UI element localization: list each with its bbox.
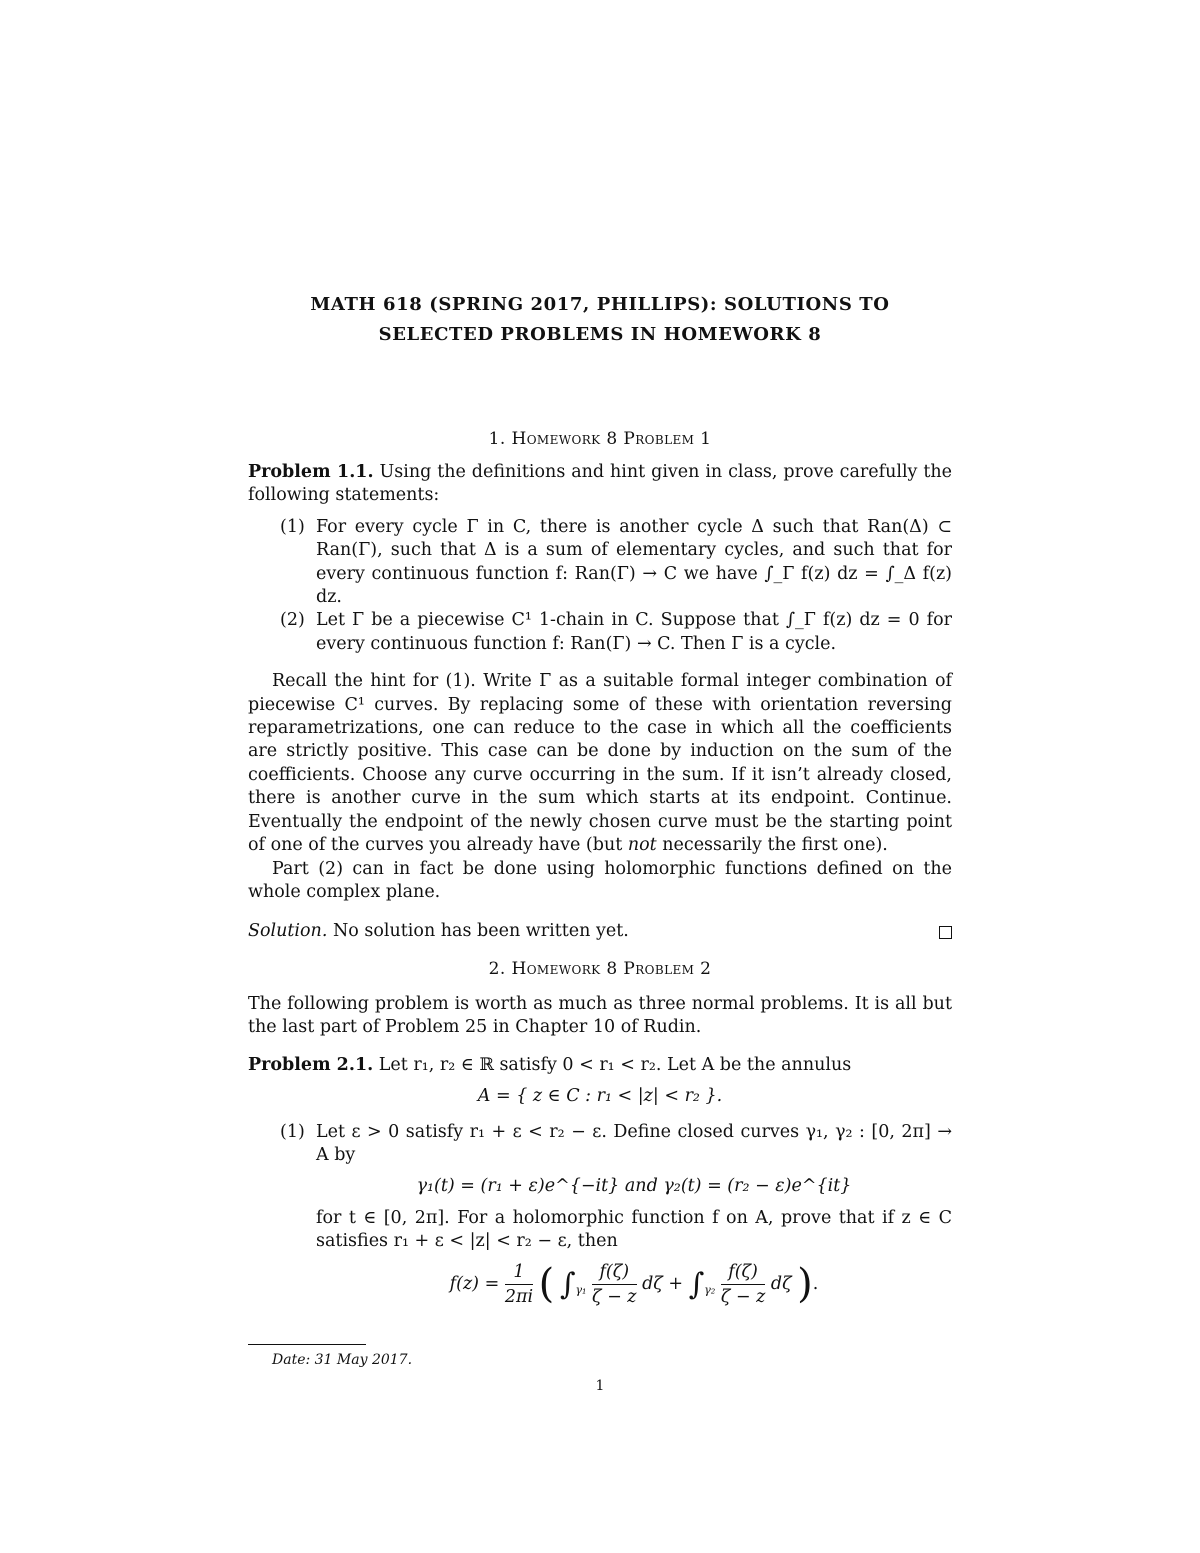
problem-label: Problem 1.1. bbox=[248, 462, 374, 482]
qed-square-icon bbox=[939, 926, 952, 939]
page-number: 1 bbox=[595, 1378, 605, 1394]
section-2-heading: 2. Homework 8 Problem 2 bbox=[488, 959, 712, 979]
solution-text: No solution has been written yet. bbox=[332, 921, 629, 942]
hint-part-2: Part (2) can in fact be done using holomorphic functions defined on the whole complex plane. bbox=[248, 858, 952, 902]
integrand-denominator: ζ − z bbox=[720, 1286, 766, 1307]
section-1-body bbox=[248, 461, 952, 944]
annulus-display: A = { z ∈ C : r₁ < |z| < r₂ }. bbox=[477, 1086, 723, 1107]
formula-lhs: f(z) = bbox=[449, 1273, 500, 1294]
integrand-2 bbox=[721, 1260, 766, 1309]
item-number: (1) bbox=[280, 1121, 305, 1142]
integral-subscript-1: γ₁ bbox=[575, 1283, 587, 1297]
section-2-intro: The following problem is worth as much as three normal problems. It is all but the last part of Problem 25 in Chapter 10 of Rudin. bbox=[248, 994, 952, 1038]
section-2-body bbox=[248, 993, 952, 1309]
item-text: For every cycle Γ in C, there is another cycle Δ such that Ran(Δ) ⊂ Ran(Γ), such that Δ is a sum of elementary cycles, and such that for every continuous function f: Ran(Γ) → C we have ∫_Γ f(z) dz = ∫_Δ f(z) dz. bbox=[316, 516, 952, 608]
footnote-date: Date: 31 May 2017. bbox=[272, 1352, 413, 1368]
item-number: (2) bbox=[280, 610, 305, 631]
right-paren-icon: ) bbox=[797, 1260, 813, 1307]
formula-prefactor bbox=[505, 1260, 533, 1309]
integral-subscript-2: γ₂ bbox=[704, 1283, 716, 1297]
footnote-rule bbox=[248, 1344, 366, 1345]
integral-sign-icon: ∫ bbox=[688, 1266, 705, 1302]
problem-label: Problem 2.1. bbox=[248, 1054, 374, 1075]
left-paren-icon: ( bbox=[538, 1260, 555, 1307]
integrand-1 bbox=[592, 1260, 637, 1309]
problem-1-item-2 bbox=[248, 609, 952, 656]
problem-text: Let r₁, r₂ ∈ ℝ satisfy 0 < r₁ < r₂. Let A be the annulus bbox=[378, 1054, 852, 1075]
curves-display: γ₁(t) = (r₁ + ε)e^{−it} and γ₂(t) = (r₂ − ε)e^{it} bbox=[416, 1176, 852, 1197]
title-line-2: SELECTED PROBLEMS IN HOMEWORK 8 bbox=[378, 324, 822, 345]
solution-label: Solution. bbox=[248, 921, 328, 942]
title-line-1: MATH 618 (SPRING 2017, PHILLIPS): SOLUTIONS TO bbox=[310, 294, 890, 315]
problem-1-1 bbox=[248, 461, 952, 508]
paper-title bbox=[248, 290, 952, 350]
integrand-numerator: f(ζ) bbox=[721, 1260, 766, 1285]
problem-1-item-1 bbox=[248, 516, 952, 610]
differential: dζ bbox=[642, 1273, 663, 1294]
hint-text-end: necessarily the first one). bbox=[662, 835, 888, 856]
item-text: Let Γ be a piecewise C¹ 1-chain in C. Suppose that ∫_Γ f(z) dz = 0 for every continuous function f: Ran(Γ) → C. Then Γ is a cycle. bbox=[316, 610, 952, 654]
cauchy-formula-display: f(z) = $\frac{1}{2\pi i}$ ( $\int_{\gamma_1}$ $\frac{f(\zeta)}{\zeta - z}$ $d\zeta + \int_{\gamma_2}$ $\frac{f(\zeta)}{\zeta - z}$ dζ ). bbox=[449, 1260, 819, 1307]
item-text: Let ε > 0 satisfy r₁ + ε < r₂ − ε. Define closed curves γ₁, γ₂ : [0, 2π] → A by bbox=[316, 1121, 952, 1166]
fraction-numerator: 1 bbox=[505, 1260, 533, 1285]
fraction-denominator: 2πi bbox=[504, 1286, 534, 1307]
item-number: (1) bbox=[280, 516, 305, 537]
problem-2-item-1 bbox=[248, 1121, 952, 1309]
solution bbox=[248, 920, 952, 943]
item-text-continued: for t ∈ [0, 2π]. For a holomorphic function f on A, prove that if z ∈ C satisfies r₁ + ε < |z| < r₂ − ε, then bbox=[316, 1207, 952, 1252]
integrand-numerator: f(ζ) bbox=[592, 1260, 637, 1285]
differential: dζ bbox=[770, 1273, 792, 1294]
problem-2-1 bbox=[248, 1054, 952, 1077]
hint-emphasis: not bbox=[627, 835, 657, 856]
section-1-heading: 1. Homework 8 Problem 1 bbox=[488, 429, 712, 449]
problem-text: Using the definitions and hint given in class, prove carefully the following statements: bbox=[248, 462, 952, 506]
hint-paragraph bbox=[248, 670, 952, 857]
integral-sign-icon: ∫ bbox=[559, 1266, 576, 1302]
integrand-denominator: ζ − z bbox=[592, 1286, 637, 1307]
hint-text: Recall the hint for (1). Write Γ as a suitable formal integer combination of piecewise C¹ curves. By replacing some of these with orientation reversing reparametrizations, one can reduce to the case in which all the coefficients are strictly positive. This case can be done by induction on the sum of the coefficients. Choose any curve occurring in the sum. If it isn’t already closed, there is another curve in the sum which starts at its endpoint. Continue. Eventually the endpoint of the newly chosen curve must be the starting point of one of the curves you already have (but bbox=[248, 671, 952, 856]
